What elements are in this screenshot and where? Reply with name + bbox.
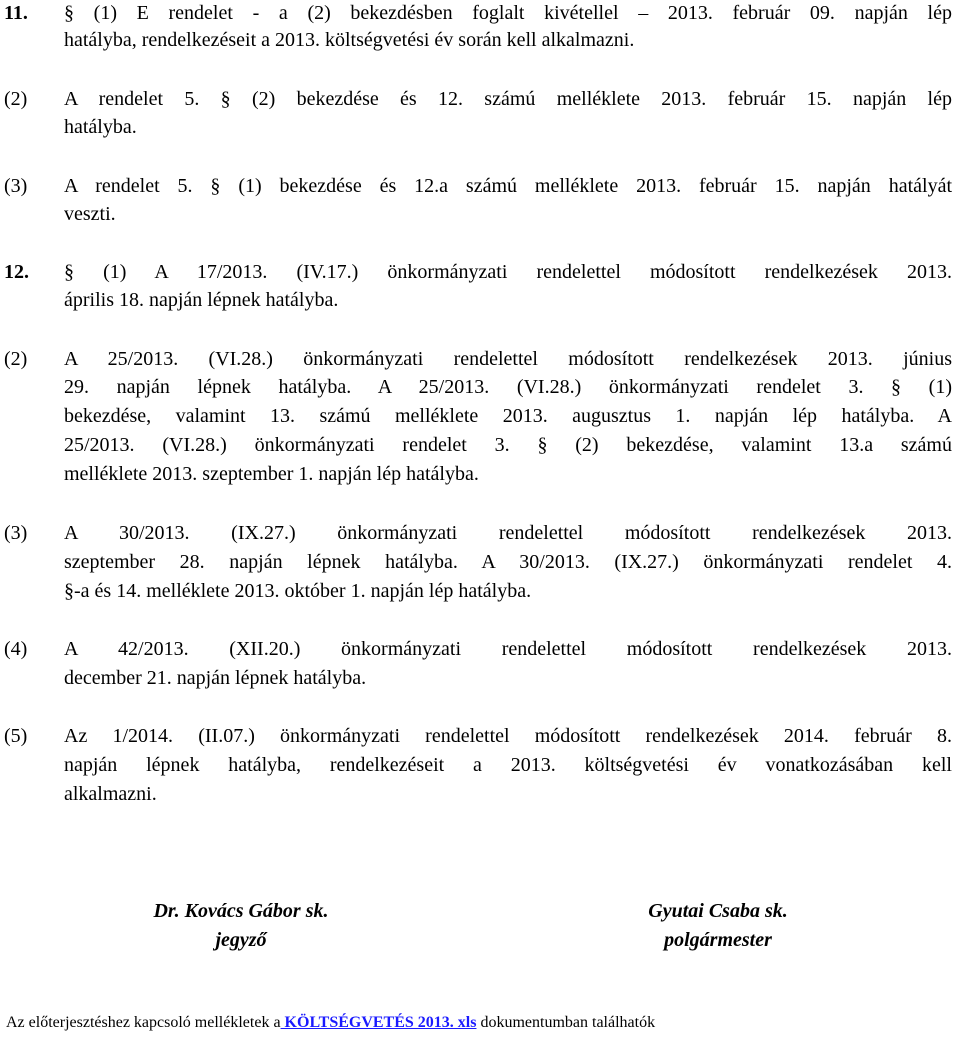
attachment-link[interactable]: KÖLTSÉGVETÉS 2013. xls (280, 1014, 477, 1031)
paragraph-line: §-a és 14. melléklete 2013. október 1. napján lép hatályba. (64, 580, 532, 602)
section-11-line-1: § (1) E rendelet - a (2) bekezdésben foglalt kivétellel – 2013. február 09. napján lép (64, 2, 952, 24)
signature-right-name: Gyutai Csaba sk. (648, 900, 788, 922)
paragraph-line: hatályba. (64, 116, 137, 138)
paragraph-line: 25/2013. (VI.28.) önkormányzati rendelet 3. § (2) bekezdése, valamint 13.a számú (64, 434, 952, 456)
paragraph-line: A 42/2013. (XII.20.) önkormányzati rendelettel módosított rendelkezések 2013. (64, 638, 952, 660)
paragraph-line: bekezdése, valamint 13. számú melléklete 2013. augusztus 1. napján lép hatályba. A (64, 405, 952, 427)
signature-left-name: Dr. Kovács Gábor sk. (153, 900, 329, 922)
paragraph-number: (3) (4, 175, 28, 197)
paragraph-line: 29. napján lépnek hatályba. A 25/2013. (VI.28.) önkormányzati rendelet 3. § (1) (64, 376, 952, 398)
section-number-11: 11. (4, 2, 28, 24)
signature-right-title: polgármester (664, 929, 772, 951)
paragraph-line: A 25/2013. (VI.28.) önkormányzati rendelettel módosított rendelkezések 2013. június (64, 348, 952, 370)
paragraph-line: A 30/2013. (IX.27.) önkormányzati rendelettel módosított rendelkezések 2013. (64, 522, 952, 544)
paragraph-line: szeptember 28. napján lépnek hatályba. A 30/2013. (IX.27.) önkormányzati rendelet 4. (64, 551, 952, 573)
paragraph-line: alkalmazni. (64, 783, 157, 805)
section-number-12: 12. (4, 261, 29, 283)
footer-suffix: dokumentumban találhatók (476, 1014, 656, 1031)
footer-note (6, 1012, 655, 1034)
paragraph-line: december 21. napján lépnek hatályba. (64, 667, 367, 689)
paragraph-number: (2) (4, 88, 28, 110)
paragraph-number: (3) (4, 522, 28, 544)
section-12-line-1: § (1) A 17/2013. (IV.17.) önkormányzati rendelettel módosított rendelkezések 2013. (64, 261, 952, 283)
paragraph-line: A rendelet 5. § (1) bekezdése és 12.a számú melléklete 2013. február 15. napján hatályát (64, 175, 952, 197)
paragraph-number: (2) (4, 348, 28, 370)
paragraph-number: (5) (4, 725, 28, 747)
signature-left-title: jegyző (215, 929, 267, 951)
paragraph-line: Az 1/2014. (II.07.) önkormányzati rendelettel módosított rendelkezések 2014. február 8. (64, 725, 952, 747)
paragraph-line: A rendelet 5. § (2) bekezdése és 12. számú melléklete 2013. február 15. napján lép (64, 88, 952, 110)
paragraph-line: melléklete 2013. szeptember 1. napján lép hatályba. (64, 463, 479, 485)
paragraph-line: veszti. (64, 203, 116, 225)
section-11-line-2: hatályba, rendelkezéseit a 2013. költségvetési év során kell alkalmazni. (64, 29, 635, 51)
footer-prefix: Az előterjesztéshez kapcsoló mellékletek a (6, 1014, 281, 1031)
section-12-line-2: április 18. napján lépnek hatályba. (64, 289, 339, 311)
paragraph-line: napján lépnek hatályba, rendelkezéseit a 2013. költségvetési év vonatkozásában kell (64, 754, 952, 776)
paragraph-number: (4) (4, 638, 28, 660)
